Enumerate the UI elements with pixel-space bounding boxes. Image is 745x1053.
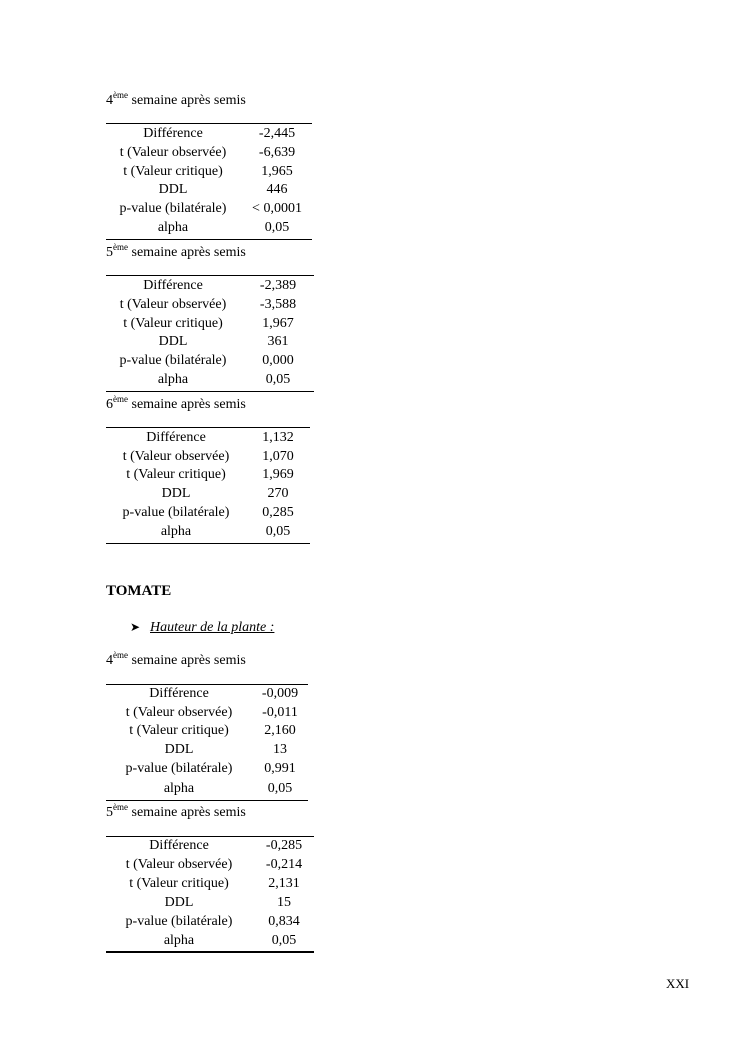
row-value: 0,05	[264, 220, 290, 235]
row-value: 361	[267, 334, 289, 349]
table-bottom-rule	[106, 391, 314, 392]
arrow-bullet-icon: ➤	[130, 620, 141, 634]
row-label: t (Valeur critique)	[126, 467, 226, 482]
table-bottom-rule	[106, 800, 308, 801]
week-number: 4	[106, 653, 113, 668]
row-label: t (Valeur critique)	[129, 723, 229, 738]
row-label: alpha	[160, 524, 192, 539]
week-ordinal-suffix: ème	[113, 650, 128, 660]
table-top-rule	[106, 836, 314, 837]
row-label: alpha	[163, 781, 195, 796]
row-value: 446	[266, 182, 288, 197]
week-label: semaine après semis	[131, 805, 246, 820]
row-label: p-value (bilatérale)	[125, 914, 233, 929]
row-value: 0,991	[264, 761, 296, 776]
row-label: p-value (bilatérale)	[125, 761, 233, 776]
row-label: t (Valeur observée)	[119, 297, 227, 312]
week-label: semaine après semis	[131, 93, 246, 108]
row-label: t (Valeur critique)	[129, 876, 229, 891]
row-label: DDL	[158, 182, 188, 197]
section-heading-2	[106, 242, 246, 261]
row-value: 0,000	[262, 353, 294, 368]
week-label: semaine après semis	[131, 397, 246, 412]
week-number: 6	[106, 397, 113, 412]
row-label: alpha	[157, 220, 189, 235]
table-top-rule	[106, 684, 308, 685]
row-value: -0,285	[265, 838, 303, 853]
row-value: 0,05	[265, 372, 291, 387]
row-value: -0,009	[261, 686, 299, 701]
row-value: 15	[277, 895, 291, 910]
row-label: t (Valeur observée)	[125, 857, 233, 872]
row-value: -6,639	[258, 145, 296, 160]
row-value: 13	[273, 742, 287, 757]
row-label: DDL	[164, 742, 194, 757]
row-label: t (Valeur critique)	[123, 164, 223, 179]
row-label: p-value (bilatérale)	[122, 505, 230, 520]
row-label: t (Valeur observée)	[119, 145, 227, 160]
week-label: semaine après semis	[131, 245, 246, 260]
row-value: 1,132	[262, 430, 294, 445]
row-label: DDL	[158, 334, 188, 349]
row-value: 0,05	[265, 524, 291, 539]
row-label: p-value (bilatérale)	[119, 353, 227, 368]
row-label: Différence	[146, 430, 206, 445]
row-value: -2,445	[258, 126, 296, 141]
row-value: < 0,0001	[252, 201, 302, 216]
row-label: alpha	[163, 933, 195, 948]
row-label: t (Valeur critique)	[123, 316, 223, 331]
row-value: 1,969	[262, 467, 294, 482]
row-label: DDL	[164, 895, 194, 910]
table-top-rule	[106, 275, 314, 276]
row-value: 2,131	[268, 876, 300, 891]
row-label: Différence	[149, 838, 209, 853]
row-label: Différence	[143, 126, 203, 141]
week-ordinal-suffix: ème	[113, 394, 128, 404]
row-label: DDL	[161, 486, 191, 501]
section-heading-5	[106, 802, 246, 821]
row-label: Différence	[149, 686, 209, 701]
row-label: t (Valeur observée)	[122, 449, 230, 464]
row-value: 270	[267, 486, 289, 501]
row-value: -2,389	[259, 278, 297, 293]
row-value: 0,05	[267, 781, 293, 796]
week-number: 4	[106, 93, 113, 108]
row-value: 2,160	[264, 723, 296, 738]
row-value: 0,285	[262, 505, 294, 520]
crop-title: TOMATE	[106, 583, 172, 599]
week-number: 5	[106, 805, 113, 820]
week-ordinal-suffix: ème	[113, 802, 128, 812]
table-bottom-rule	[106, 951, 314, 953]
row-value: 1,070	[262, 449, 294, 464]
row-value: 1,967	[262, 316, 294, 331]
week-label: semaine après semis	[131, 653, 246, 668]
row-label: t (Valeur observée)	[125, 705, 233, 720]
row-label: Différence	[143, 278, 203, 293]
row-label: p-value (bilatérale)	[119, 201, 227, 216]
row-value: 0,834	[268, 914, 300, 929]
table-bottom-rule	[106, 239, 312, 240]
section-heading-3	[106, 394, 246, 413]
row-label: alpha	[157, 372, 189, 387]
bullet-item	[130, 619, 274, 636]
section-heading-4	[106, 650, 246, 669]
row-value: -0,011	[262, 705, 298, 720]
row-value: 0,05	[271, 933, 297, 948]
page-number: XXI	[666, 976, 690, 991]
table-bottom-rule	[106, 543, 310, 544]
section-heading-1	[106, 90, 246, 109]
row-value: -0,214	[265, 857, 303, 872]
table-top-rule	[106, 427, 310, 428]
row-value: 1,965	[261, 164, 293, 179]
week-ordinal-suffix: ème	[113, 242, 128, 252]
table-top-rule	[106, 123, 312, 124]
week-ordinal-suffix: ème	[113, 90, 128, 100]
bullet-text: Hauteur de la plante :	[150, 620, 275, 635]
row-value: -3,588	[259, 297, 297, 312]
week-number: 5	[106, 245, 113, 260]
